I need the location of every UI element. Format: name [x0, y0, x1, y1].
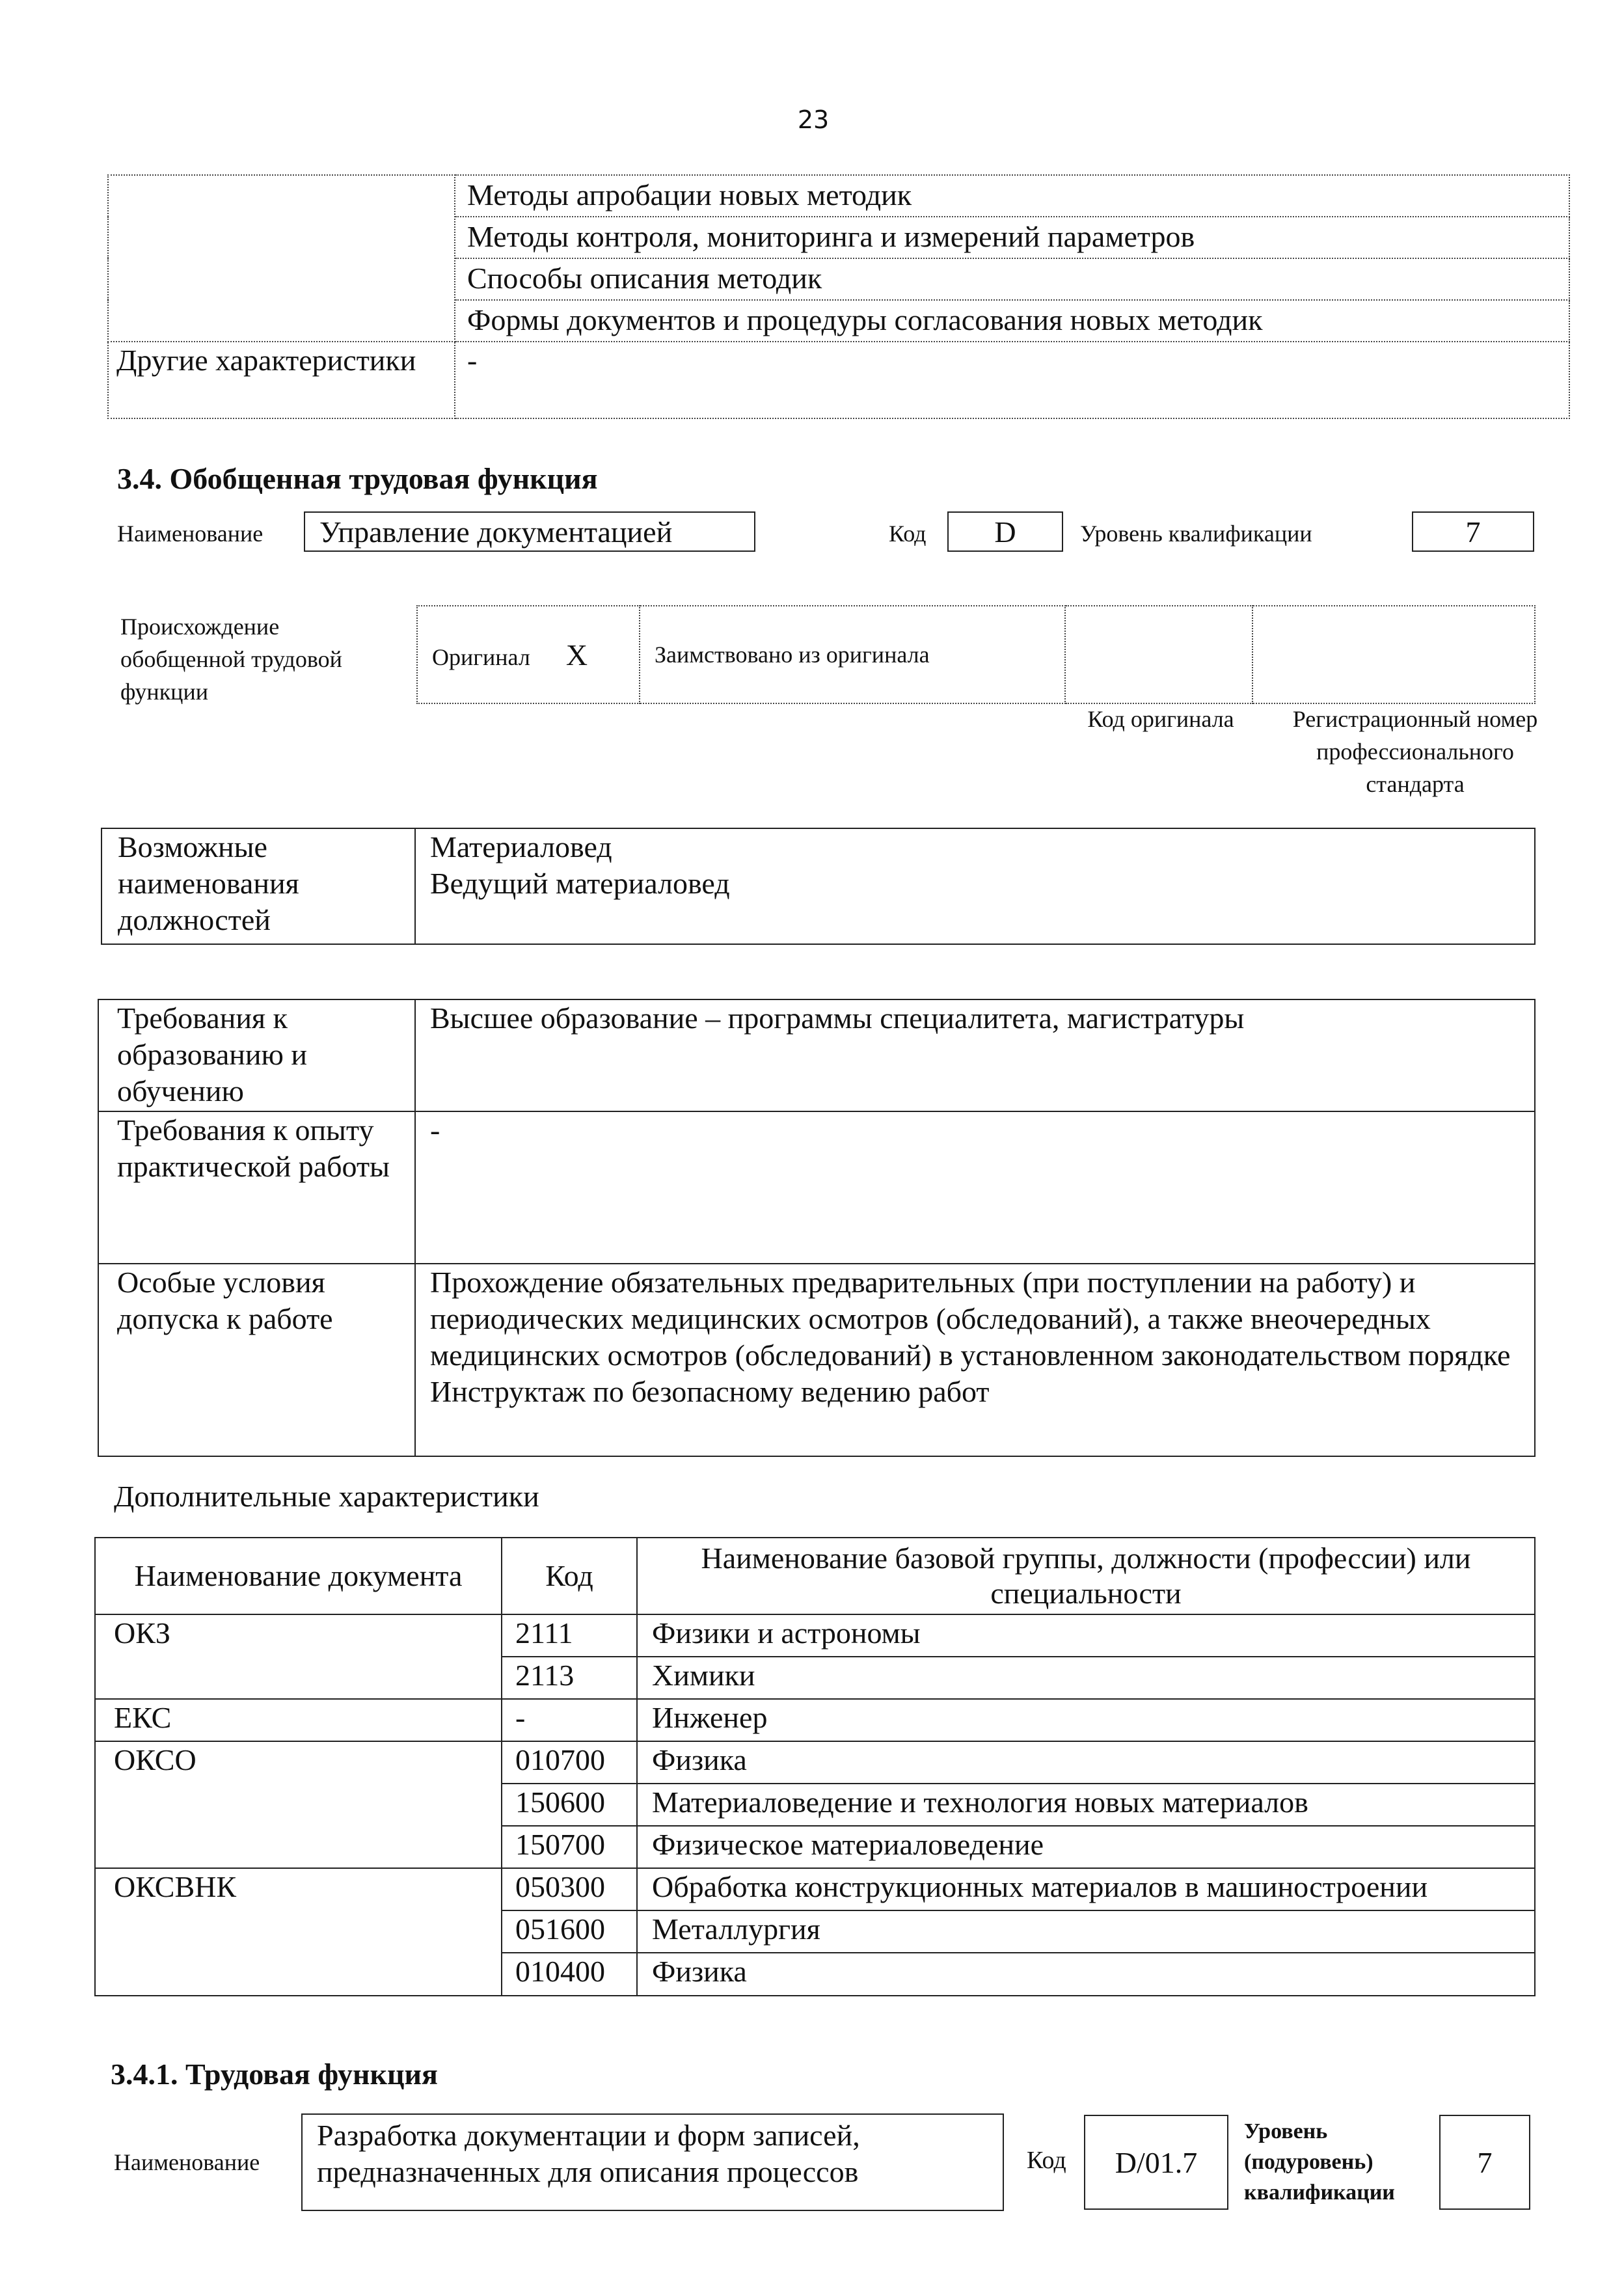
knowledge-item: Способы описания методик: [455, 258, 1569, 300]
experience-value: -: [415, 1111, 1535, 1264]
additional-title: Дополнительные характеристики: [114, 1480, 539, 1513]
original-mark: X: [565, 638, 588, 672]
group-name-cell: Физики и астрономы: [637, 1614, 1535, 1657]
name-label: Наименование: [117, 521, 264, 547]
doc-name: ОКСВНК: [95, 1868, 502, 1996]
other-characteristics-value: -: [455, 342, 1569, 418]
position-item: Материаловед: [430, 830, 612, 863]
original-cell: [417, 606, 640, 703]
origin-table: [416, 605, 1536, 704]
knowledge-item: Формы документов и процедуры согласования новых методик: [455, 300, 1569, 342]
code-cell: 051600: [502, 1910, 637, 1953]
original-code-caption: Код оригинала: [1087, 706, 1234, 732]
section-title: 3.4. Обобщенная трудовая функция: [117, 462, 598, 495]
code-cell: 150600: [502, 1784, 637, 1826]
additional-table: [94, 1537, 1536, 1996]
positions-label: Возможные наименования должностей: [102, 828, 415, 944]
group-name-cell: Химики: [637, 1657, 1535, 1699]
other-characteristics-label: Другие характеристики: [108, 342, 455, 418]
knowledge-item: Методы контроля, мониторинга и измерений параметров: [455, 217, 1569, 258]
group-name-cell: Металлургия: [637, 1910, 1535, 1953]
group-name-cell: Обработка конструкционных материалов в машиностроении: [637, 1868, 1535, 1910]
origin-label: Происхождение обобщенной трудовой функции: [120, 614, 342, 705]
positions-values: [415, 828, 1535, 944]
special-conditions-value: Прохождение обязательных предварительных (при поступлении на работу) и периодических медицинских осмотров (обследований), а также внеочередных медицинских осмотров (обследований) в установленном законодательством порядке Инструктаж по безопасному ведению работ: [415, 1264, 1535, 1456]
positions-table: [101, 828, 1536, 945]
subsection-title: 3.4.1. Трудовая функция: [111, 2058, 438, 2091]
code-cell: 050300: [502, 1868, 637, 1910]
tf-name-box: Разработка документации и форм записей, предназначенных для описания процессов: [301, 2113, 1004, 2211]
knowledge-item: Методы апробации новых методик: [455, 175, 1569, 217]
empty-label-cell: [108, 175, 455, 342]
education-label: Требования к образованию и обучению: [98, 999, 415, 1111]
code-cell: 010700: [502, 1741, 637, 1784]
code-cell: 150700: [502, 1826, 637, 1868]
code-cell: 010400: [502, 1953, 637, 1996]
knowledge-table-continuation: [107, 174, 1570, 419]
gtf-name-box: Управление документацией: [304, 511, 755, 552]
reg-number-cell: [1252, 606, 1535, 703]
position-item: Ведущий материаловед: [430, 867, 730, 900]
special-conditions-label: Особые условия допуска к работе: [98, 1264, 415, 1456]
code-cell: -: [502, 1699, 637, 1741]
doc-name: ЕКС: [95, 1699, 502, 1741]
tf-level-box: 7: [1439, 2115, 1530, 2210]
gtf-code-box: D: [947, 511, 1063, 552]
header-doc: Наименование документа: [95, 1538, 502, 1614]
doc-name: ОКСО: [95, 1741, 502, 1868]
requirements-table: [98, 999, 1536, 1457]
gtf-level-box: 7: [1412, 511, 1534, 552]
tf-level-label: Уровень (подуровень) квалификации: [1244, 2119, 1395, 2205]
education-value: Высшее образование – программы специалитета, магистратуры: [415, 999, 1535, 1111]
page-number: 23: [797, 105, 830, 134]
code-cell: 2111: [502, 1614, 637, 1657]
tf-code-box: D/01.7: [1084, 2115, 1228, 2210]
header-code: Код: [502, 1538, 637, 1614]
code-label: Код: [889, 521, 927, 547]
experience-label: Требования к опыту практической работы: [98, 1111, 415, 1264]
borrowed-label: Заимствовано из оригинала: [640, 606, 1065, 703]
group-name-cell: Материаловедение и технология новых материалов: [637, 1784, 1535, 1826]
group-name-cell: Физическое материаловедение: [637, 1826, 1535, 1868]
header-group: Наименование базовой группы, должности (профессии) или специальности: [637, 1538, 1535, 1614]
reg-number-caption: Регистрационный номер профессионального стандарта: [1292, 706, 1538, 797]
original-label: Оригинал: [432, 644, 530, 670]
group-name-cell: Физика: [637, 1741, 1535, 1784]
code-cell: 2113: [502, 1657, 637, 1699]
tf-name-label: Наименование: [114, 2149, 260, 2175]
level-label: Уровень квалификации: [1080, 521, 1312, 547]
original-code-cell: [1065, 606, 1252, 703]
group-name-cell: Физика: [637, 1953, 1535, 1996]
doc-name: ОКЗ: [95, 1614, 502, 1699]
group-name-cell: Инженер: [637, 1699, 1535, 1741]
tf-code-label: Код: [1027, 2147, 1066, 2174]
